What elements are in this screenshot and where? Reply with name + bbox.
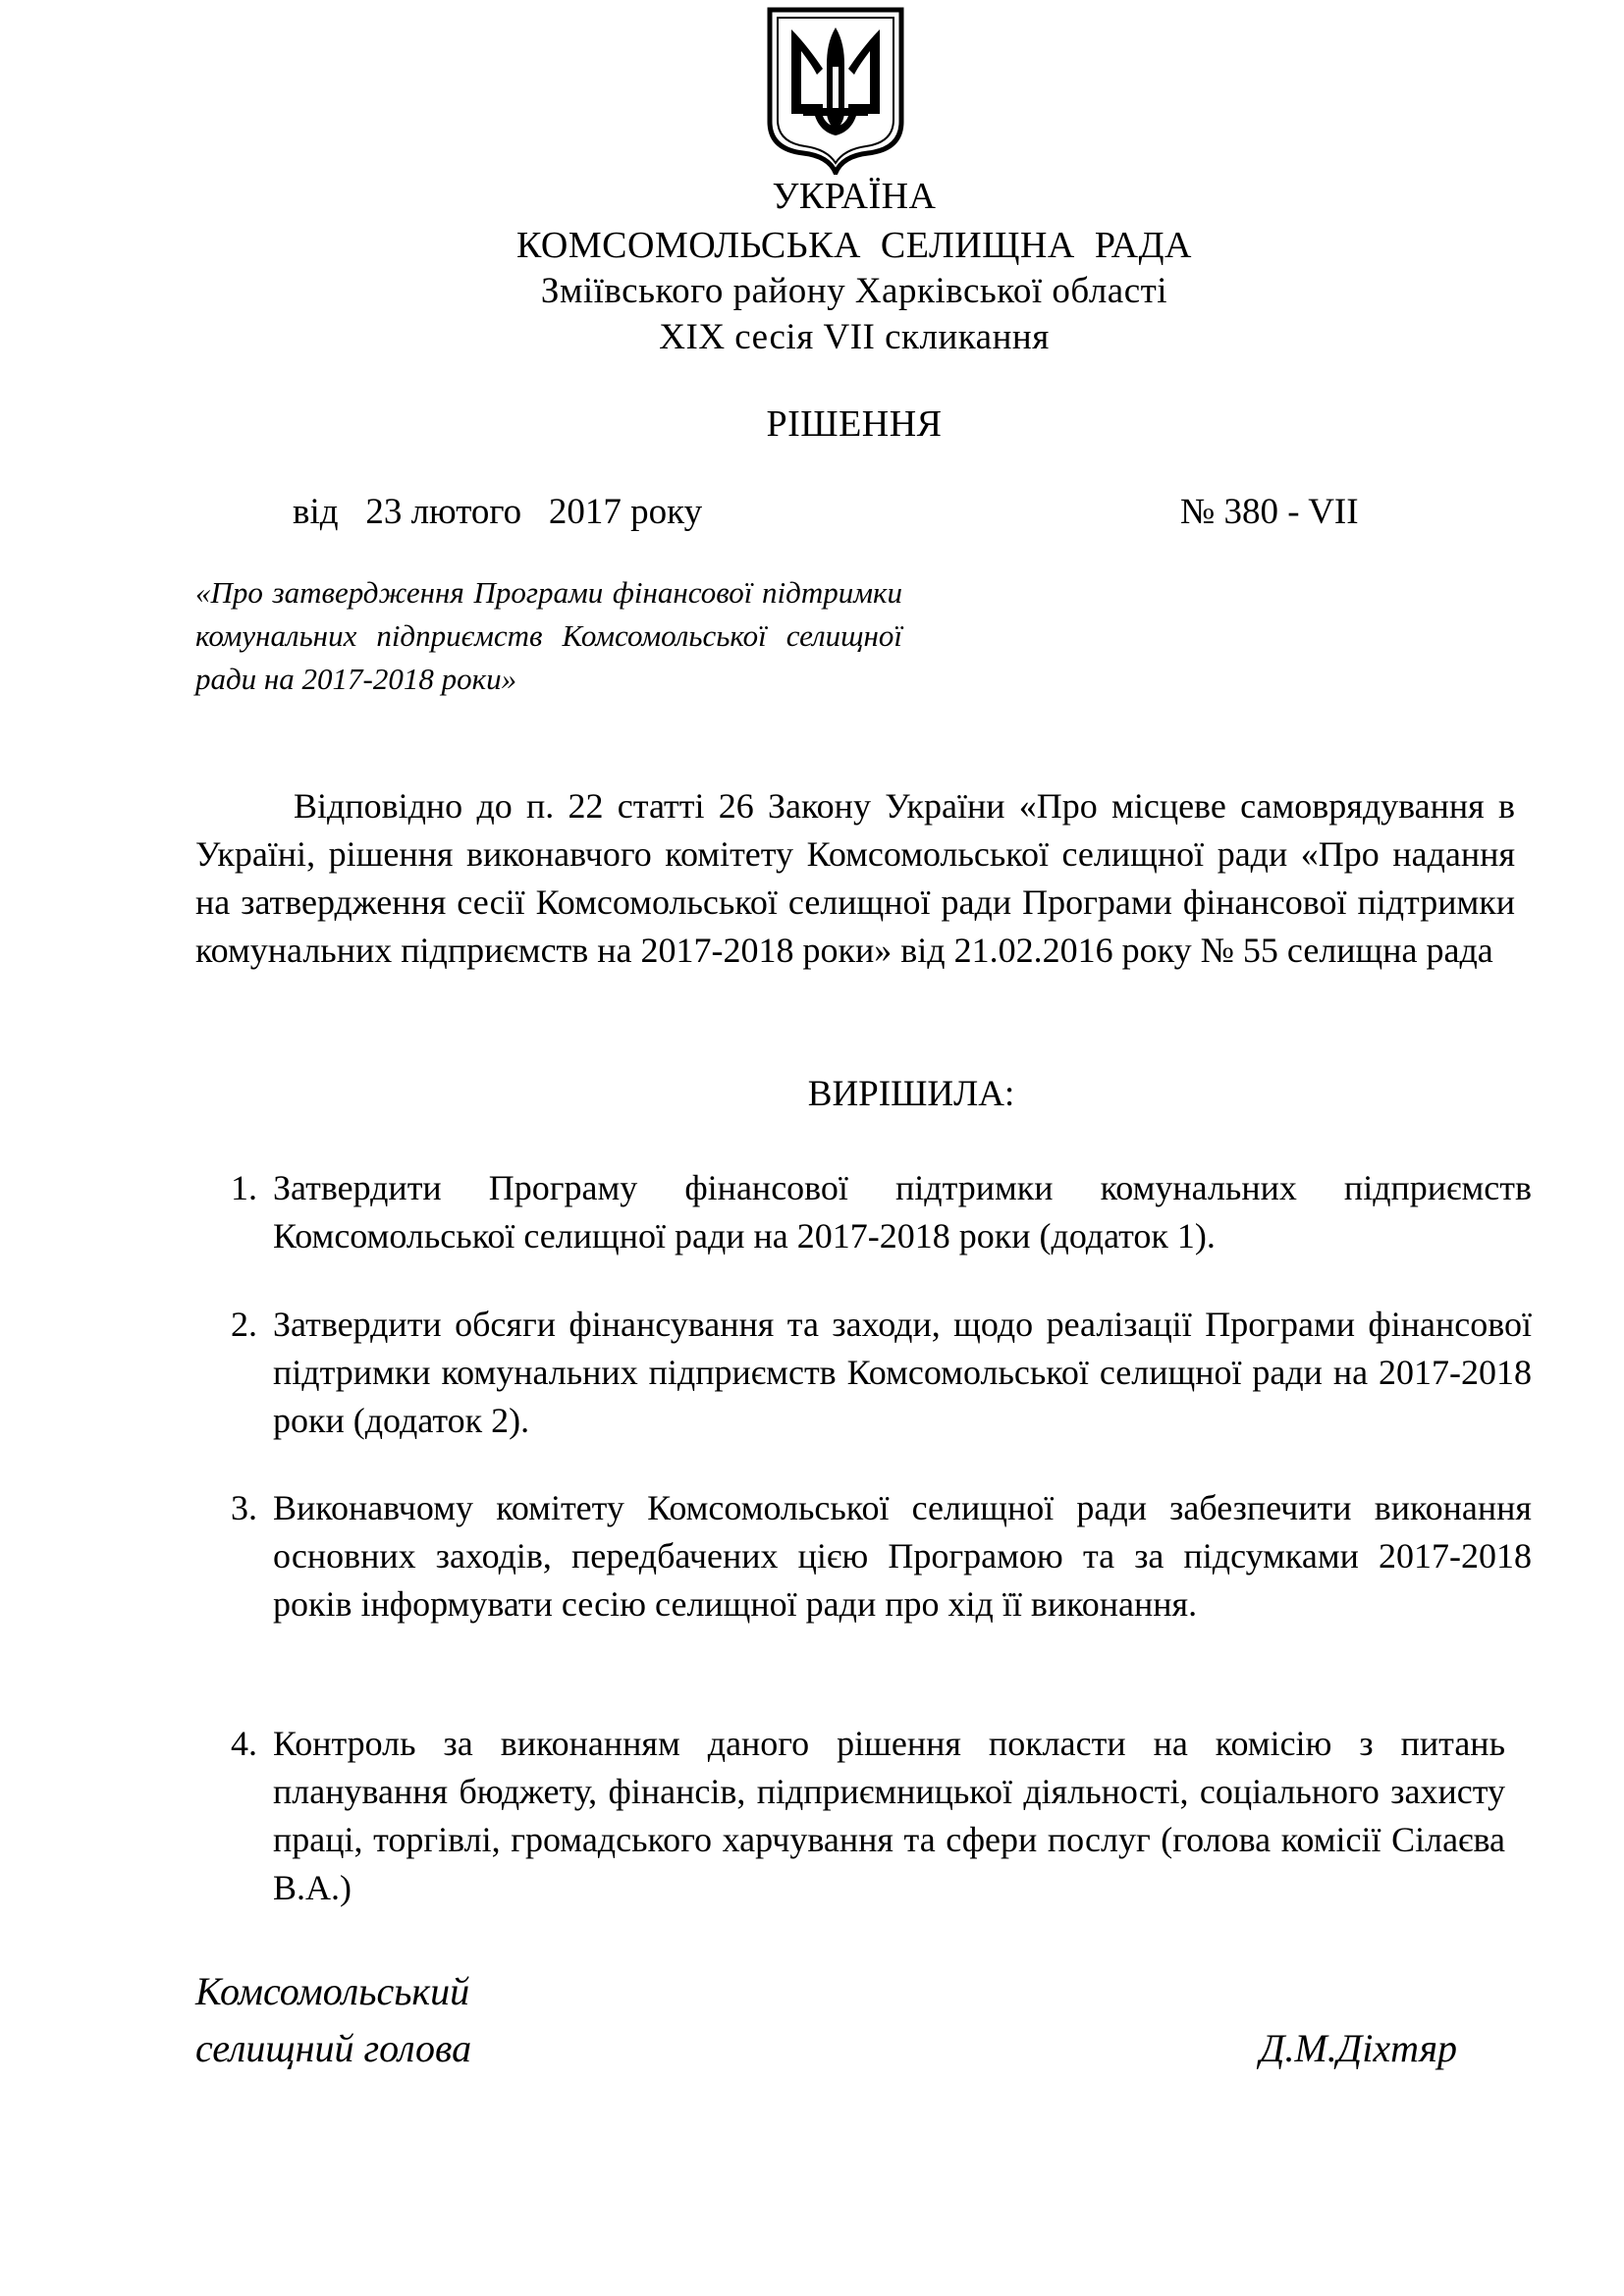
resolved-heading: ВИРІШИЛА: (807, 1074, 1015, 1114)
header-council-name: КОМСОМОЛЬСЬКА СЕЛИЩНА РАДА (516, 225, 1192, 266)
list-item-number: 1. (231, 1168, 257, 1207)
list-item-number: 4. (231, 1724, 257, 1763)
list-item (231, 1720, 1532, 1912)
header-country: УКРАЇНА (772, 176, 937, 217)
document-type-title: РІШЕННЯ (766, 403, 943, 445)
list-item-number: 3. (231, 1488, 257, 1527)
list-item (231, 1484, 1532, 1629)
list-item (231, 1301, 1532, 1445)
list-item-text: Виконавчому комітету Комсомольської селищної ради забезпечити виконання основних заходів, передбачених цією Програмою та за підсумками 2017-2018 років інформувати сесію селищної ради про хід її виконання. (273, 1488, 1532, 1624)
trident-coat-of-arms-icon (764, 6, 907, 175)
signatory-title-line2: селищний голова (195, 2026, 472, 2070)
preamble-paragraph: Відповідно до п. 22 статті 26 Закону України «Про місцеве самоврядування в Україні, рішення виконавчого комітету Комсомольської селищної ради «Про надання на затвердження сесії Комсомольської селищної ради Програми фінансової підтримки комунальних підприємств на 2017-2018 роки» від 21.02.2016 року № 55 селищна рада (195, 786, 1515, 970)
list-item-number: 2. (231, 1305, 257, 1344)
header-district: Зміївського району Харківської області (540, 271, 1168, 311)
list-item-text: Затвердити обсяги фінансування та заходи, щодо реалізації Програми фінансової підтримки комунальних підприємств Комсомольської селищної ради на 2017-2018 роки (додаток 2). (273, 1305, 1532, 1440)
list-item-text: Затвердити Програму фінансової підтримки комунальних підприємств Комсомольської селищної ради на 2017-2018 роки (додаток 1). (273, 1168, 1532, 1255)
list-item (231, 1164, 1532, 1260)
decision-date: від 23 лютого 2017 року (293, 492, 703, 532)
list-item-text: Контроль за виконанням даного рішення покласти на комісію з питань планування бюджету, фінансів, підприємницької діяльності, соціального захисту праці, торгівлі, громадського харчування та сфери послуг (голова комісії Сілаєва В.А.) (273, 1724, 1505, 1907)
decision-number: № 380 - VII (1180, 492, 1359, 532)
signatory-name: Д.М.Діхтяр (1260, 2026, 1458, 2070)
header-session: XIX сесія VII скликання (659, 317, 1050, 357)
signatory-title-line1: Комсомольський (195, 1969, 470, 2013)
decision-subject: «Про затвердження Програми фінансової підтримки комунальних підприємств Комсомольської селищної ради на 2017-2018 роки» (195, 575, 902, 696)
